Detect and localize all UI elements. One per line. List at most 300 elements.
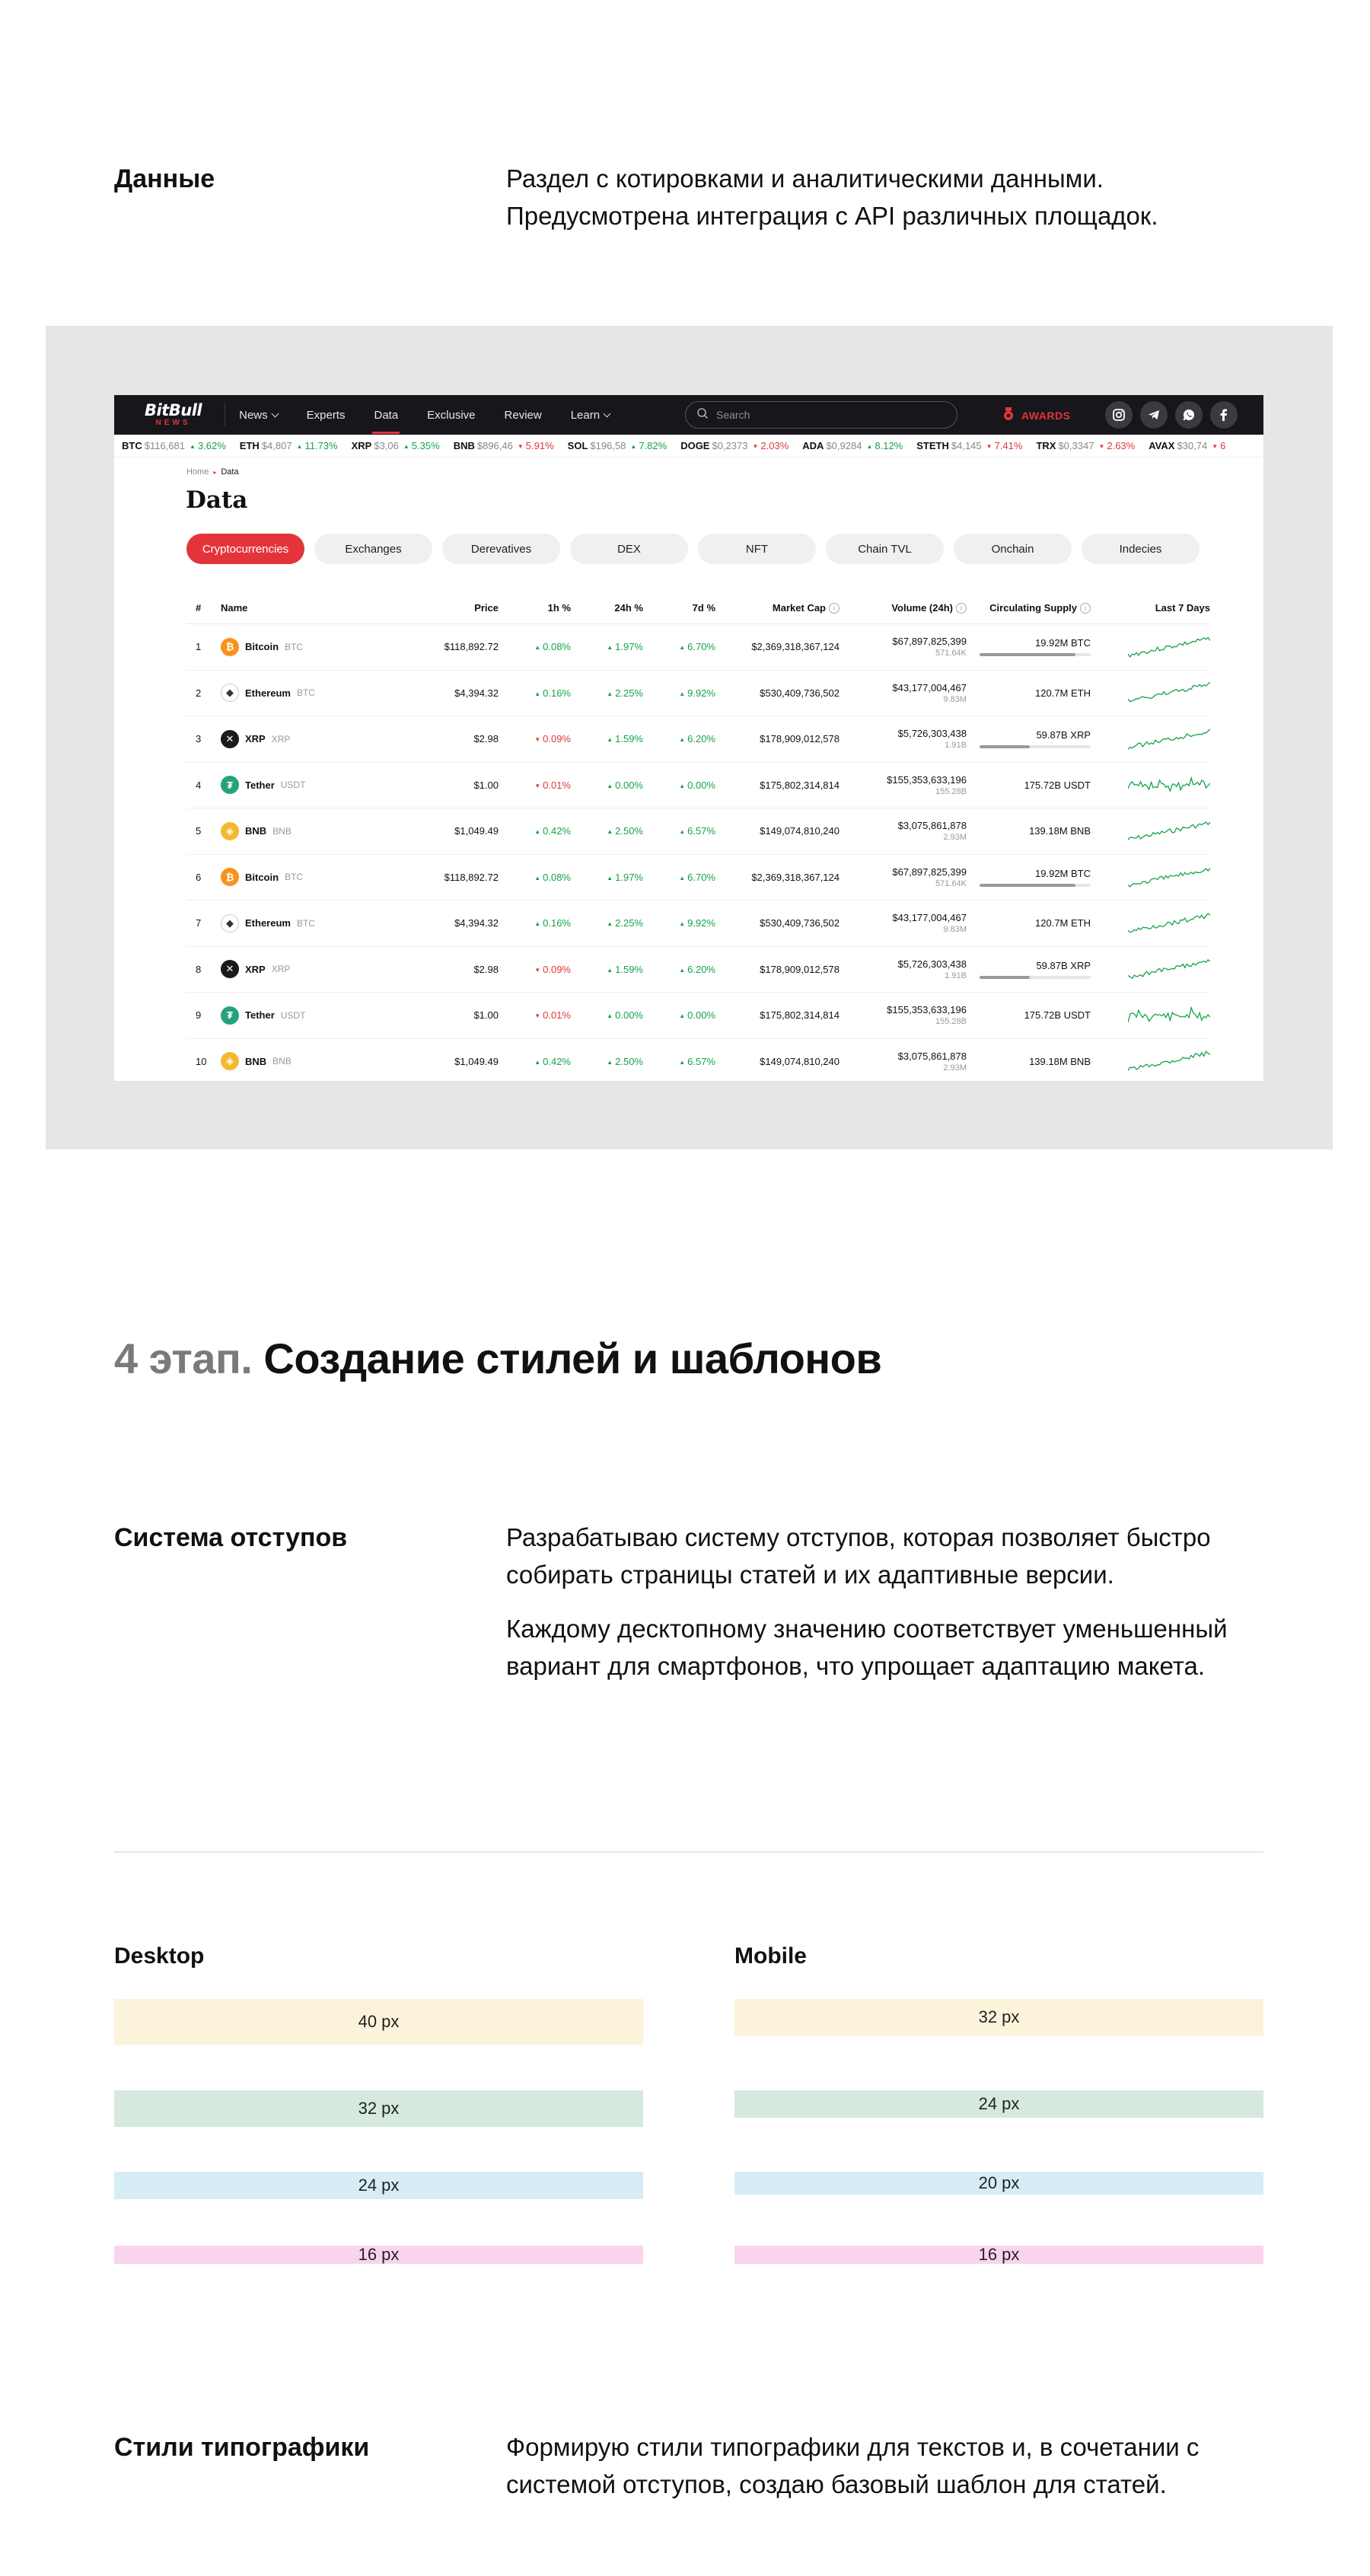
row-1h: ▲ 0.42% — [534, 1056, 571, 1067]
tab-indecies[interactable]: Indecies — [1082, 534, 1200, 564]
row-supply — [967, 1009, 1091, 1021]
row-market-cap: $175,802,314,814 — [760, 1009, 840, 1022]
row-coin[interactable] — [221, 1052, 419, 1070]
ticker-price: $196,58 — [590, 440, 626, 451]
mobile-title: Mobile — [734, 1943, 807, 1969]
row-market-cap: $178,909,012,578 — [760, 963, 840, 975]
coin-ticker: XRP — [271, 964, 291, 975]
row-volume — [840, 636, 967, 658]
nav-item-label: Experts — [306, 408, 346, 422]
row-rank: 7 — [196, 917, 202, 929]
top-navigation — [114, 395, 1263, 435]
row-rank: 8 — [196, 963, 202, 975]
row-24h-cell — [571, 1056, 643, 1067]
row-volume — [840, 1050, 967, 1073]
coin-name: BNB — [245, 1055, 267, 1067]
row-24h-cell — [571, 779, 643, 791]
row-1h: ▼ 0.09% — [534, 733, 571, 744]
row-coin[interactable] — [221, 730, 419, 748]
sparkline-chart — [1091, 910, 1210, 936]
table-row[interactable] — [186, 763, 1210, 809]
supply-value: 59.87B XRP — [1036, 959, 1091, 971]
supply-value: 19.92M BTC — [1035, 867, 1091, 879]
desktop-spacing-40: 40 px — [114, 1999, 643, 2045]
row-7d-cell — [643, 964, 715, 975]
row-24h-cell — [571, 641, 643, 652]
section-text-spacing — [506, 1519, 1275, 1685]
volume-value: $43,177,004,467 — [892, 681, 967, 693]
bnb-icon: ◈ — [221, 1052, 239, 1070]
ticker-item[interactable] — [916, 440, 1022, 451]
desktop-spacing-16: 16 px — [114, 2246, 643, 2264]
supply-value: 139.18M BNB — [1029, 825, 1091, 837]
sparkline-chart — [1091, 1003, 1210, 1028]
row-price: $4,394.32 — [454, 917, 499, 929]
stage-heading: Создание стилей и шаблонов — [263, 1334, 882, 1382]
section-divider — [114, 1851, 1263, 1853]
nav-item-review[interactable] — [505, 409, 542, 422]
ticker-symbol: XRP — [351, 440, 372, 451]
row-24h-cell — [571, 825, 643, 837]
volume-value: $5,726,303,438 — [897, 728, 967, 740]
row-7d-cell — [643, 917, 715, 929]
search-icon — [696, 407, 709, 423]
nav-item-news[interactable] — [239, 409, 278, 422]
tab-dex[interactable]: DEX — [570, 534, 688, 564]
row-coin[interactable] — [221, 684, 419, 702]
ethereum-icon: ◆ — [221, 914, 239, 933]
row-24h: ▲ 0.00% — [607, 1009, 643, 1021]
row-7d-cell — [643, 687, 715, 699]
table-row[interactable] — [186, 624, 1210, 671]
row-price: $1.00 — [473, 779, 499, 791]
price-ticker — [114, 435, 1263, 457]
section-label-typography: Стили типографики — [114, 2433, 370, 2462]
typography-paragraph: Формирую стили типографики для текстов и, в сочетании с системой отступов, создаю базовый шаблон для статей. — [506, 2433, 1200, 2498]
row-24h-cell — [571, 733, 643, 744]
search-box[interactable] — [685, 401, 957, 429]
row-1h-cell — [499, 1009, 571, 1021]
ticker-item[interactable] — [352, 440, 440, 451]
logo-text: BitBull — [145, 401, 202, 419]
ticker-change: ▼ 2.03% — [752, 440, 789, 451]
ticker-change: ▲ 3.62% — [190, 440, 226, 451]
row-supply — [967, 917, 1091, 929]
ticker-price: $896,46 — [476, 440, 513, 451]
volume-sub: 155.28B — [935, 1017, 967, 1027]
ticker-symbol: STETH — [916, 440, 949, 451]
spacing-paragraph-2: Каждому десктопному значению соответствует уменьшенный вариант для смартфонов, что упрощает адаптацию макета. — [506, 1615, 1228, 1680]
row-7d: ▲ 6.20% — [679, 733, 715, 744]
tab-derevatives[interactable]: Derevatives — [442, 534, 560, 564]
row-supply — [967, 637, 1091, 656]
spacing-paragraph-1: Разрабатываю систему отступов, которая позволяет быстро собирать страницы статей и их адаптивные версии. — [506, 1523, 1211, 1589]
row-volume — [840, 682, 967, 704]
row-1h: ▼ 0.09% — [534, 964, 571, 975]
coin-ticker: USDT — [280, 779, 306, 791]
row-24h: ▲ 0.00% — [607, 779, 643, 791]
volume-value: $155,353,633,196 — [887, 773, 967, 786]
section-label-spacing: Система отступов — [114, 1523, 348, 1552]
row-1h-cell — [499, 964, 571, 975]
ticker-item[interactable] — [454, 440, 554, 451]
row-24h: ▲ 2.25% — [607, 687, 643, 699]
row-volume — [840, 1004, 967, 1026]
ticker-symbol: DOGE — [680, 440, 710, 451]
row-7d-cell — [643, 733, 715, 744]
row-1h: ▲ 0.08% — [534, 872, 571, 883]
row-24h-cell — [571, 872, 643, 883]
row-market-cap: $530,409,736,502 — [760, 687, 840, 699]
header-supply-label: Circulating Supply — [989, 601, 1077, 614]
ticker-price: $30,74 — [1177, 440, 1208, 451]
tab-chain-tvl[interactable]: Chain TVL — [826, 534, 944, 564]
header-1h[interactable]: 1h % — [547, 602, 571, 614]
breadcrumb-home[interactable]: Home — [186, 467, 209, 477]
nav-item-learn[interactable] — [571, 409, 610, 422]
row-coin[interactable] — [221, 776, 419, 794]
tab-onchain[interactable]: Onchain — [954, 534, 1072, 564]
tab-nft[interactable]: NFT — [698, 534, 816, 564]
sparkline-chart — [1091, 726, 1210, 752]
row-1h: ▲ 0.16% — [534, 687, 571, 699]
sparkline-chart — [1091, 956, 1210, 982]
instagram-icon[interactable] — [1105, 401, 1133, 429]
ticker-item[interactable] — [122, 440, 226, 451]
ticker-price: $0,3347 — [1058, 440, 1094, 451]
row-7d: ▲ 6.70% — [679, 641, 715, 652]
row-24h: ▲ 2.25% — [607, 917, 643, 929]
xrp-icon: ✕ — [221, 730, 239, 748]
xrp-icon: ✕ — [221, 960, 239, 978]
row-volume — [840, 958, 967, 980]
row-volume — [840, 774, 967, 796]
row-rank: 9 — [196, 1009, 202, 1022]
breadcrumb-current: Data — [221, 467, 239, 477]
row-market-cap: $175,802,314,814 — [760, 779, 840, 791]
ticker-symbol: SOL — [567, 440, 588, 451]
volume-sub: 9.83M — [943, 925, 967, 935]
ticker-price: $4,145 — [951, 440, 982, 451]
row-volume — [840, 728, 967, 750]
row-1h: ▼ 0.01% — [534, 779, 571, 791]
row-1h-cell — [499, 733, 571, 744]
table-row[interactable] — [186, 993, 1210, 1039]
desktop-spacing-32: 32 px — [114, 2090, 643, 2127]
info-icon[interactable]: i — [956, 603, 967, 614]
ticker-item[interactable] — [1036, 440, 1135, 451]
table-body — [186, 624, 1210, 1081]
nav-item-experts[interactable] — [307, 409, 346, 422]
section-text-data: Раздел с котировками и аналитическими данными. Предусмотрена интеграция с API различных площадок. — [506, 164, 1158, 230]
ticker-item[interactable] — [240, 440, 338, 451]
breadcrumb — [186, 467, 239, 477]
ticker-price: $0,2373 — [712, 440, 748, 451]
mobile-spacing-32: 32 px — [734, 1999, 1263, 2036]
ticker-change: ▲ 11.73% — [297, 440, 338, 451]
row-1h-cell — [499, 641, 571, 652]
row-volume — [840, 912, 967, 934]
header-price[interactable]: Price — [474, 602, 499, 614]
row-7d: ▲ 9.92% — [679, 687, 715, 699]
row-1h-cell — [499, 687, 571, 699]
volume-value: $67,897,825,399 — [892, 636, 967, 648]
volume-value: $3,075,861,878 — [897, 820, 967, 832]
ticker-item[interactable] — [568, 440, 667, 451]
row-24h: ▲ 1.59% — [607, 733, 643, 744]
coin-name: XRP — [245, 963, 266, 975]
tether-icon: ₮ — [221, 776, 239, 794]
row-1h-cell — [499, 872, 571, 883]
tab-exchanges[interactable]: Exchanges — [314, 534, 432, 564]
volume-sub: 155.28B — [935, 786, 967, 796]
volume-sub: 2.93M — [943, 833, 967, 843]
ethereum-icon: ◆ — [221, 684, 239, 702]
volume-value: $5,726,303,438 — [897, 958, 967, 970]
row-coin[interactable] — [221, 1006, 419, 1025]
row-price: $4,394.32 — [454, 687, 499, 699]
coin-ticker: BTC — [285, 872, 304, 883]
row-7d-cell — [643, 825, 715, 837]
table-row[interactable] — [186, 808, 1210, 855]
section-label-data: Данные — [114, 164, 215, 193]
coin-ticker: BTC — [296, 917, 315, 929]
ticker-change: ▼ 6 — [1212, 440, 1225, 451]
supply-value: 175.72B USDT — [1024, 779, 1091, 791]
ticker-symbol: ETH — [239, 440, 260, 451]
supply-value: 19.92M BTC — [1035, 637, 1091, 649]
row-24h-cell — [571, 917, 643, 929]
row-price: $118,892.72 — [444, 871, 499, 883]
data-page-screenshot — [114, 395, 1263, 1081]
row-24h-cell — [571, 1009, 643, 1021]
ticker-price: $0,9284 — [826, 440, 862, 451]
row-7d: ▲ 9.92% — [679, 917, 715, 929]
row-price: $1.00 — [473, 1009, 499, 1022]
tab-cryptocurrencies[interactable]: Cryptocurrencies — [186, 534, 304, 564]
row-7d-cell — [643, 779, 715, 791]
table-row[interactable] — [186, 716, 1210, 763]
coin-ticker: BNB — [272, 825, 292, 837]
nav-item-data[interactable] — [374, 409, 398, 422]
row-volume — [840, 820, 967, 842]
info-icon[interactable]: i — [1080, 603, 1091, 614]
nav-item-exclusive[interactable] — [427, 409, 475, 422]
row-7d: ▲ 6.20% — [679, 964, 715, 975]
row-supply — [967, 1056, 1091, 1067]
row-coin[interactable] — [221, 868, 419, 886]
row-7d: ▲ 6.57% — [679, 825, 715, 837]
coin-name: XRP — [245, 733, 266, 745]
stage-number: 4 этап. — [114, 1334, 253, 1382]
row-7d-cell — [643, 1056, 715, 1067]
row-1h-cell — [499, 917, 571, 929]
row-7d-cell — [643, 872, 715, 883]
award-icon — [1003, 407, 1014, 423]
coin-ticker: BTC — [296, 687, 315, 699]
row-supply — [967, 868, 1091, 887]
sparkline-chart — [1091, 772, 1210, 798]
row-1h: ▲ 0.08% — [534, 641, 571, 652]
chevron-down-icon — [604, 410, 611, 417]
sparkline-chart — [1091, 680, 1210, 706]
row-market-cap: $2,369,318,367,124 — [751, 871, 840, 883]
supply-value: 120.7M ETH — [1035, 917, 1091, 929]
volume-sub: 571.64K — [935, 649, 967, 658]
coin-name: Ethereum — [245, 687, 291, 699]
info-icon[interactable]: i — [829, 603, 840, 614]
row-24h: ▲ 2.50% — [607, 1056, 643, 1067]
coin-name: Bitcoin — [245, 641, 279, 653]
header-last-7-days: Last 7 Days — [1155, 602, 1210, 614]
whatsapp-icon[interactable] — [1175, 401, 1203, 429]
row-coin[interactable] — [221, 960, 419, 978]
row-rank: 10 — [196, 1055, 207, 1067]
table-row[interactable] — [186, 855, 1210, 901]
ticker-item[interactable] — [1149, 440, 1225, 451]
row-rank: 4 — [196, 779, 202, 791]
ticker-item[interactable] — [802, 440, 903, 451]
row-supply — [967, 779, 1091, 791]
row-supply — [967, 687, 1091, 699]
header-market-cap[interactable] — [715, 602, 840, 614]
row-supply — [967, 729, 1091, 748]
supply-value: 59.87B XRP — [1036, 729, 1091, 741]
ticker-change: ▲ 7.82% — [630, 440, 667, 451]
row-24h: ▲ 1.59% — [607, 964, 643, 975]
row-7d: ▲ 0.00% — [679, 779, 715, 791]
table-row[interactable] — [186, 947, 1210, 993]
row-rank: 6 — [196, 871, 202, 883]
mobile-spacing-20: 20 px — [734, 2172, 1263, 2195]
row-coin[interactable] — [221, 638, 419, 656]
row-7d: ▲ 6.57% — [679, 1056, 715, 1067]
telegram-icon[interactable] — [1140, 401, 1168, 429]
search-input[interactable] — [716, 409, 929, 421]
row-rank: 5 — [196, 825, 202, 837]
sparkline-chart — [1091, 1048, 1210, 1074]
row-price: $1,049.49 — [454, 1055, 499, 1067]
row-market-cap: $2,369,318,367,124 — [751, 641, 840, 653]
facebook-icon[interactable] — [1210, 401, 1238, 429]
coin-ticker: USDT — [280, 1009, 306, 1021]
row-1h: ▲ 0.16% — [534, 917, 571, 929]
coin-ticker: BTC — [285, 641, 304, 652]
header-24h[interactable]: 24h % — [614, 602, 643, 614]
row-price: $2.98 — [473, 963, 499, 975]
ticker-change: ▲ 8.12% — [866, 440, 903, 451]
ticker-symbol: BNB — [453, 440, 475, 451]
row-24h-cell — [571, 964, 643, 975]
row-1h-cell — [499, 1056, 571, 1067]
row-coin[interactable] — [221, 914, 419, 933]
table-row[interactable] — [186, 1039, 1210, 1082]
awards-label: AWARDS — [1021, 409, 1071, 422]
volume-value: $43,177,004,467 — [892, 912, 967, 924]
nav-item-label: Learn — [570, 408, 601, 422]
table-row[interactable] — [186, 671, 1210, 717]
row-price: $2.98 — [473, 733, 499, 745]
nav-menu — [239, 409, 639, 422]
ticker-price: $3,06 — [374, 440, 399, 451]
row-24h: ▲ 1.97% — [607, 641, 643, 652]
row-24h: ▲ 1.97% — [607, 872, 643, 883]
breadcrumb-separator-icon: ▸ — [213, 468, 217, 476]
row-24h-cell — [571, 687, 643, 699]
coin-name: Ethereum — [245, 917, 291, 929]
header-volume-label: Volume (24h) — [891, 601, 953, 614]
nav-item-label: Review — [504, 408, 542, 422]
row-rank: 1 — [196, 641, 202, 653]
category-tabs — [186, 534, 1200, 564]
logo-subtext: NEWS — [155, 419, 191, 427]
stage-title — [114, 1334, 881, 1383]
chevron-down-icon — [271, 410, 279, 417]
supply-value: 175.72B USDT — [1024, 1009, 1091, 1022]
site-logo[interactable] — [145, 403, 202, 427]
row-market-cap: $530,409,736,502 — [760, 917, 840, 929]
table-row[interactable] — [186, 901, 1210, 947]
ticker-change: ▲ 5.35% — [403, 440, 440, 451]
row-7d: ▲ 6.70% — [679, 872, 715, 883]
volume-sub: 9.83M — [943, 694, 967, 704]
row-7d: ▲ 0.00% — [679, 1009, 715, 1021]
header-7d[interactable]: 7d % — [692, 602, 715, 614]
ticker-change: ▼ 7.41% — [986, 440, 1023, 451]
supply-value: 120.7M ETH — [1035, 687, 1091, 699]
table-header — [186, 592, 1210, 624]
ticker-item[interactable] — [680, 440, 789, 451]
awards-link[interactable] — [1003, 407, 1070, 423]
crypto-table — [186, 592, 1210, 1081]
row-1h: ▲ 0.42% — [534, 825, 571, 837]
row-24h: ▲ 2.50% — [607, 825, 643, 837]
row-coin[interactable] — [221, 822, 419, 840]
row-market-cap: $178,909,012,578 — [760, 733, 840, 745]
ticker-change: ▼ 2.63% — [1098, 440, 1135, 451]
row-rank: 2 — [196, 687, 202, 699]
supply-progress-bar — [980, 884, 1091, 887]
volume-value: $3,075,861,878 — [897, 1050, 967, 1062]
nav-item-label: Data — [374, 408, 399, 422]
ticker-price: $4,807 — [261, 440, 292, 451]
page-title: Data — [186, 486, 248, 514]
header-supply[interactable] — [967, 602, 1091, 614]
volume-sub: 571.64K — [935, 878, 967, 888]
header-volume[interactable] — [840, 602, 967, 614]
coin-name: Tether — [245, 1009, 275, 1022]
ticker-symbol: TRX — [1036, 440, 1056, 451]
supply-progress-bar — [980, 745, 1091, 748]
coin-ticker: BNB — [272, 1056, 292, 1067]
bitcoin-icon: ₿ — [221, 638, 239, 656]
row-1h-cell — [499, 779, 571, 791]
row-market-cap: $149,074,810,240 — [760, 1055, 840, 1067]
row-1h: ▼ 0.01% — [534, 1009, 571, 1021]
coin-name: BNB — [245, 825, 267, 837]
volume-sub: 1.91B — [945, 741, 967, 751]
nav-item-label: News — [239, 408, 268, 422]
coin-name: Tether — [245, 779, 275, 791]
coin-name: Bitcoin — [245, 871, 279, 883]
header-name[interactable]: Name — [221, 602, 248, 614]
desktop-spacing-24: 24 px — [114, 2172, 643, 2199]
row-7d-cell — [643, 1009, 715, 1021]
nav-item-label: Exclusive — [427, 408, 476, 422]
social-links — [1105, 401, 1238, 429]
row-market-cap: $149,074,810,240 — [760, 825, 840, 837]
ticker-change: ▼ 5.91% — [518, 440, 554, 451]
